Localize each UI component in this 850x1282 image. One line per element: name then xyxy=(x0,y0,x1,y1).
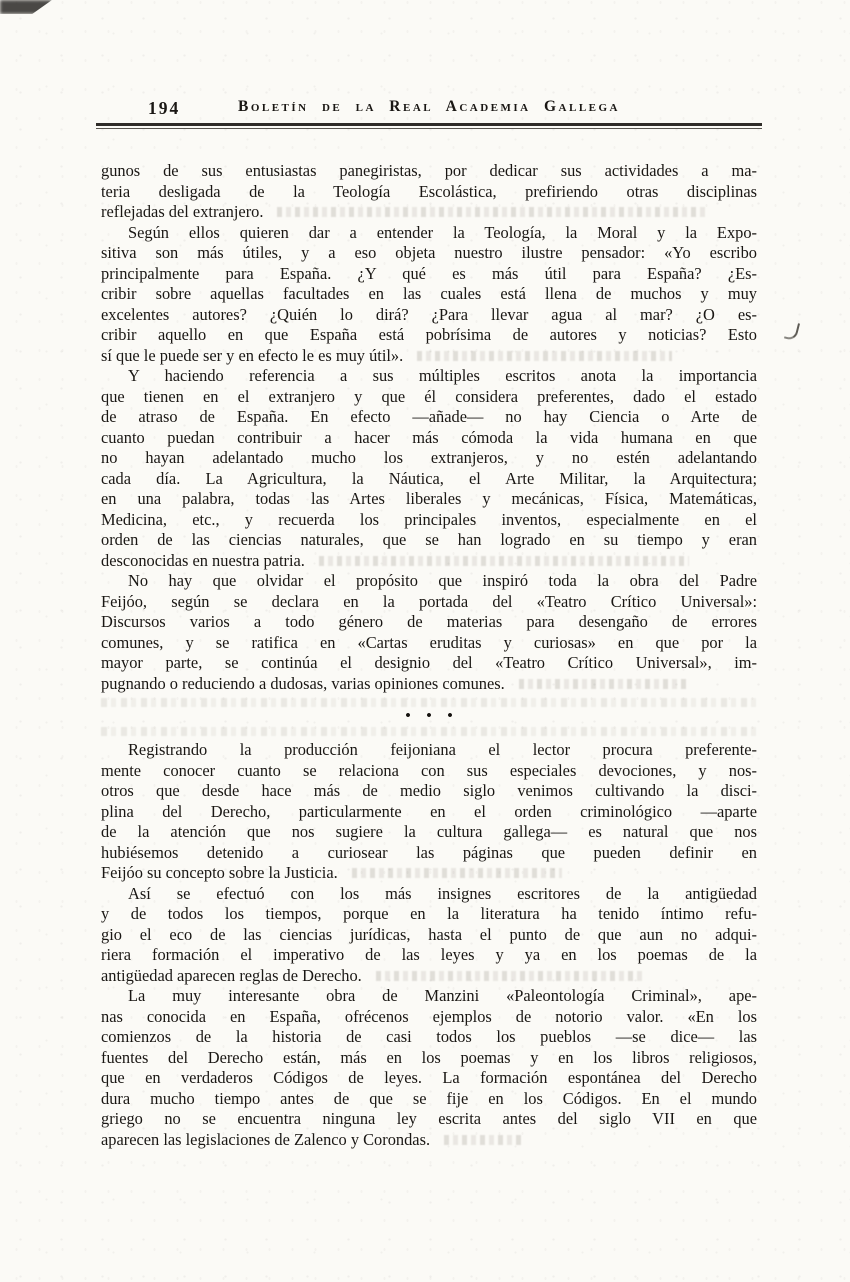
text-line xyxy=(101,1027,757,1048)
text-line xyxy=(101,284,757,305)
text-line-content: otros que desde hace más de medio siglo venimos cultivando la disci- xyxy=(101,781,757,800)
text-line xyxy=(101,884,757,905)
bleedthrough-ghost xyxy=(519,679,689,689)
text-line xyxy=(101,305,757,326)
scan-margin-mark xyxy=(784,321,800,341)
text-line-content: cuanto puedan contribuir a hacer más cómoda la vida humana en que xyxy=(101,427,757,447)
text-line-content: Feijóo, según se declara en la portada del «Teatro Crítico Universal»: xyxy=(101,591,757,611)
text-line-content: reflejadas del extranjero. xyxy=(101,202,264,221)
text-line-content: Así se efectuó con los más insignes escritores de la antigüedad xyxy=(128,883,757,903)
page-header xyxy=(96,98,762,120)
scan-corner-smudge xyxy=(0,0,52,14)
text-line xyxy=(101,202,757,223)
bleedthrough-ghost xyxy=(277,207,707,217)
paragraph xyxy=(101,884,757,987)
text-line-content: sí que le puede ser y en efecto le es muy útil». xyxy=(101,345,404,365)
text-block xyxy=(101,161,757,1150)
text-line xyxy=(101,761,757,782)
header-rule-thick xyxy=(96,123,762,126)
text-line-content: No hay que olvidar el propósito que inspiró toda la obra del Padre xyxy=(128,571,757,590)
text-line-content: Medicina, etc., y recuerda los principales inventos, especialmente en el xyxy=(101,509,757,529)
text-line xyxy=(101,346,757,367)
text-line-content: orden de las ciencias naturales, que se han logrado en su tiempo y eran xyxy=(101,530,757,549)
text-line xyxy=(101,1048,757,1069)
paragraph xyxy=(101,986,757,1150)
text-line-content: nas conocida en España, ofrécenos ejemplos de notorio valor. «En los xyxy=(101,1006,757,1026)
text-line-content: de atraso de España. En efecto —añade— no hay Ciencia o Arte de xyxy=(101,407,757,426)
text-line xyxy=(101,448,757,469)
text-line-content: gio el eco de las ciencias jurídicas, hasta el punto de que aun no adqui- xyxy=(101,924,757,944)
text-line-content: griego no se encuentra ninguna ley escrita antes del siglo VII en que xyxy=(101,1109,757,1128)
text-line xyxy=(101,325,757,346)
text-line-content: desconocidas en nuestra patria. xyxy=(101,550,305,570)
text-line xyxy=(101,1130,757,1151)
text-line xyxy=(101,1089,757,1110)
text-line xyxy=(101,904,757,925)
text-line-content: dura mucho tiempo antes de que se fije en los Códigos. En el mundo xyxy=(101,1088,757,1108)
bleedthrough-ghost xyxy=(417,351,672,361)
text-line xyxy=(101,945,757,966)
text-line xyxy=(101,182,757,203)
text-line xyxy=(101,1109,757,1130)
paragraph xyxy=(101,571,757,694)
text-line xyxy=(101,843,757,864)
text-line xyxy=(101,489,757,510)
bleedthrough-ghost xyxy=(444,1135,524,1145)
text-line xyxy=(101,1007,757,1028)
text-line-content: pugnando o reduciendo a dudosas, varias opiniones comunes. xyxy=(101,673,505,693)
text-line-content: excelentes autores? ¿Quién lo dirá? ¿Para llevar agua al mar? ¿O es- xyxy=(101,304,757,324)
text-line xyxy=(101,243,757,264)
text-line-content: sitiva son más útiles, y a eso objeta nuestro ilustre pensador: «Yo escribo xyxy=(101,243,757,262)
text-line-content: que en verdaderos Códigos de leyes. La formación espontánea del Derecho xyxy=(101,1068,757,1087)
bleedthrough-ghost xyxy=(376,971,646,981)
text-line xyxy=(101,387,757,408)
text-line-content: mayor parte, se continúa el designio del «Teatro Crítico Universal», im- xyxy=(101,653,757,672)
text-line xyxy=(101,986,757,1007)
bleedthrough-ghost xyxy=(352,868,562,878)
text-line xyxy=(101,551,757,572)
text-line-content: Y haciendo referencia a sus múltiples escritos anota la importancia xyxy=(128,366,757,385)
paragraph xyxy=(101,366,757,571)
text-line xyxy=(101,530,757,551)
text-line-content: que tienen en el extranjero y que él considera preferentes, dado el estado xyxy=(101,386,757,406)
text-line-content: teria desligada de la Teología Escolástica, prefiriendo otras disciplinas xyxy=(101,181,757,201)
section-separator xyxy=(101,694,757,740)
text-line-content: hubiésemos detenido a curiosear las páginas que pueden definir en xyxy=(101,842,757,862)
text-line-content: comienzos de la historia de casi todos los pueblos —se dice— las xyxy=(101,1027,757,1046)
text-line xyxy=(101,407,757,428)
text-line-content: antigüedad aparecen reglas de Derecho. xyxy=(101,965,362,985)
text-line xyxy=(101,925,757,946)
text-line xyxy=(101,469,757,490)
paragraph xyxy=(101,740,757,884)
text-line xyxy=(101,366,757,387)
header-rule xyxy=(96,123,762,129)
bleedthrough-ghost xyxy=(319,556,689,566)
text-line-content: cribir aquello en que España está pobrísima de autores y noticias? Esto xyxy=(101,325,757,344)
header-rule-thin xyxy=(96,128,762,129)
page-number: 194 xyxy=(148,98,181,118)
text-line xyxy=(101,966,757,987)
text-line xyxy=(101,740,757,761)
text-line-content: plina del Derecho, particularmente en el orden criminológico —aparte xyxy=(101,801,757,821)
text-line-content: Discursos varios a todo género de materias para desengaño de errores xyxy=(101,612,757,631)
text-line-content: La muy interesante obra de Manzini «Paleontología Criminal», ape- xyxy=(128,986,757,1005)
text-line-content: cribir sobre aquellas facultades en las cuales está llena de muchos y muy xyxy=(101,284,757,303)
text-line-content: cada día. La Agricultura, la Náutica, el Arte Militar, la Arquitectura; xyxy=(101,468,757,488)
text-line-content: mente conocer cuanto se relaciona con sus especiales devociones, y nos- xyxy=(101,760,757,780)
text-line xyxy=(101,428,757,449)
text-line xyxy=(101,161,757,182)
text-line xyxy=(101,223,757,244)
text-line xyxy=(101,612,757,633)
text-line-content: comunes, y se ratifica en «Cartas eruditas y curiosas» en que por la xyxy=(101,632,757,652)
text-line xyxy=(101,863,757,884)
text-line-content: principalmente para España. ¿Y qué es más útil para España? ¿Es- xyxy=(101,263,757,283)
text-line-content: y de todos los tiempos, porque en la literatura ha tenido íntimo refu- xyxy=(101,904,757,923)
text-line xyxy=(101,633,757,654)
text-line-content: de la atención que nos sugiere la cultura gallega— es natural que nos xyxy=(101,822,757,841)
text-line-content: gunos de sus entusiastas panegiristas, por dedicar sus actividades a ma- xyxy=(101,161,757,180)
text-line xyxy=(101,264,757,285)
text-line-content: riera formación el imperativo de las leyes y ya en los poemas de la xyxy=(101,945,757,964)
text-line-content: aparecen las legislaciones de Zalenco y Corondas. xyxy=(101,1129,431,1149)
text-line xyxy=(101,781,757,802)
text-line-content: Según ellos quieren dar a entender la Teología, la Moral y la Expo- xyxy=(128,222,757,242)
text-line-content: en una palabra, todas las Artes liberales y mecánicas, Física, Matemáticas, xyxy=(101,489,757,508)
text-line xyxy=(101,653,757,674)
text-line xyxy=(101,510,757,531)
text-line xyxy=(101,802,757,823)
text-line xyxy=(101,1068,757,1089)
text-line xyxy=(101,592,757,613)
separator-dots: • • • xyxy=(405,708,453,724)
text-line xyxy=(101,674,757,695)
text-line-content: Feijóo su concepto sobre la Justicia. xyxy=(101,863,338,882)
bleedthrough-ghost-line xyxy=(101,698,757,707)
paragraph xyxy=(101,161,757,223)
running-title: Boletín de la Real Academia Gallega xyxy=(237,98,620,115)
text-line-content: no hayan adelantado mucho los extranjeros, y no estén adelantando xyxy=(101,448,757,467)
text-line-content: Registrando la producción feijoniana el lector procura preferente- xyxy=(128,740,757,759)
bleedthrough-ghost-line xyxy=(101,727,757,736)
text-line xyxy=(101,822,757,843)
text-line xyxy=(101,571,757,592)
text-line-content: fuentes del Derecho están, más en los poemas y en los libros religiosos, xyxy=(101,1047,757,1067)
paragraph xyxy=(101,223,757,367)
